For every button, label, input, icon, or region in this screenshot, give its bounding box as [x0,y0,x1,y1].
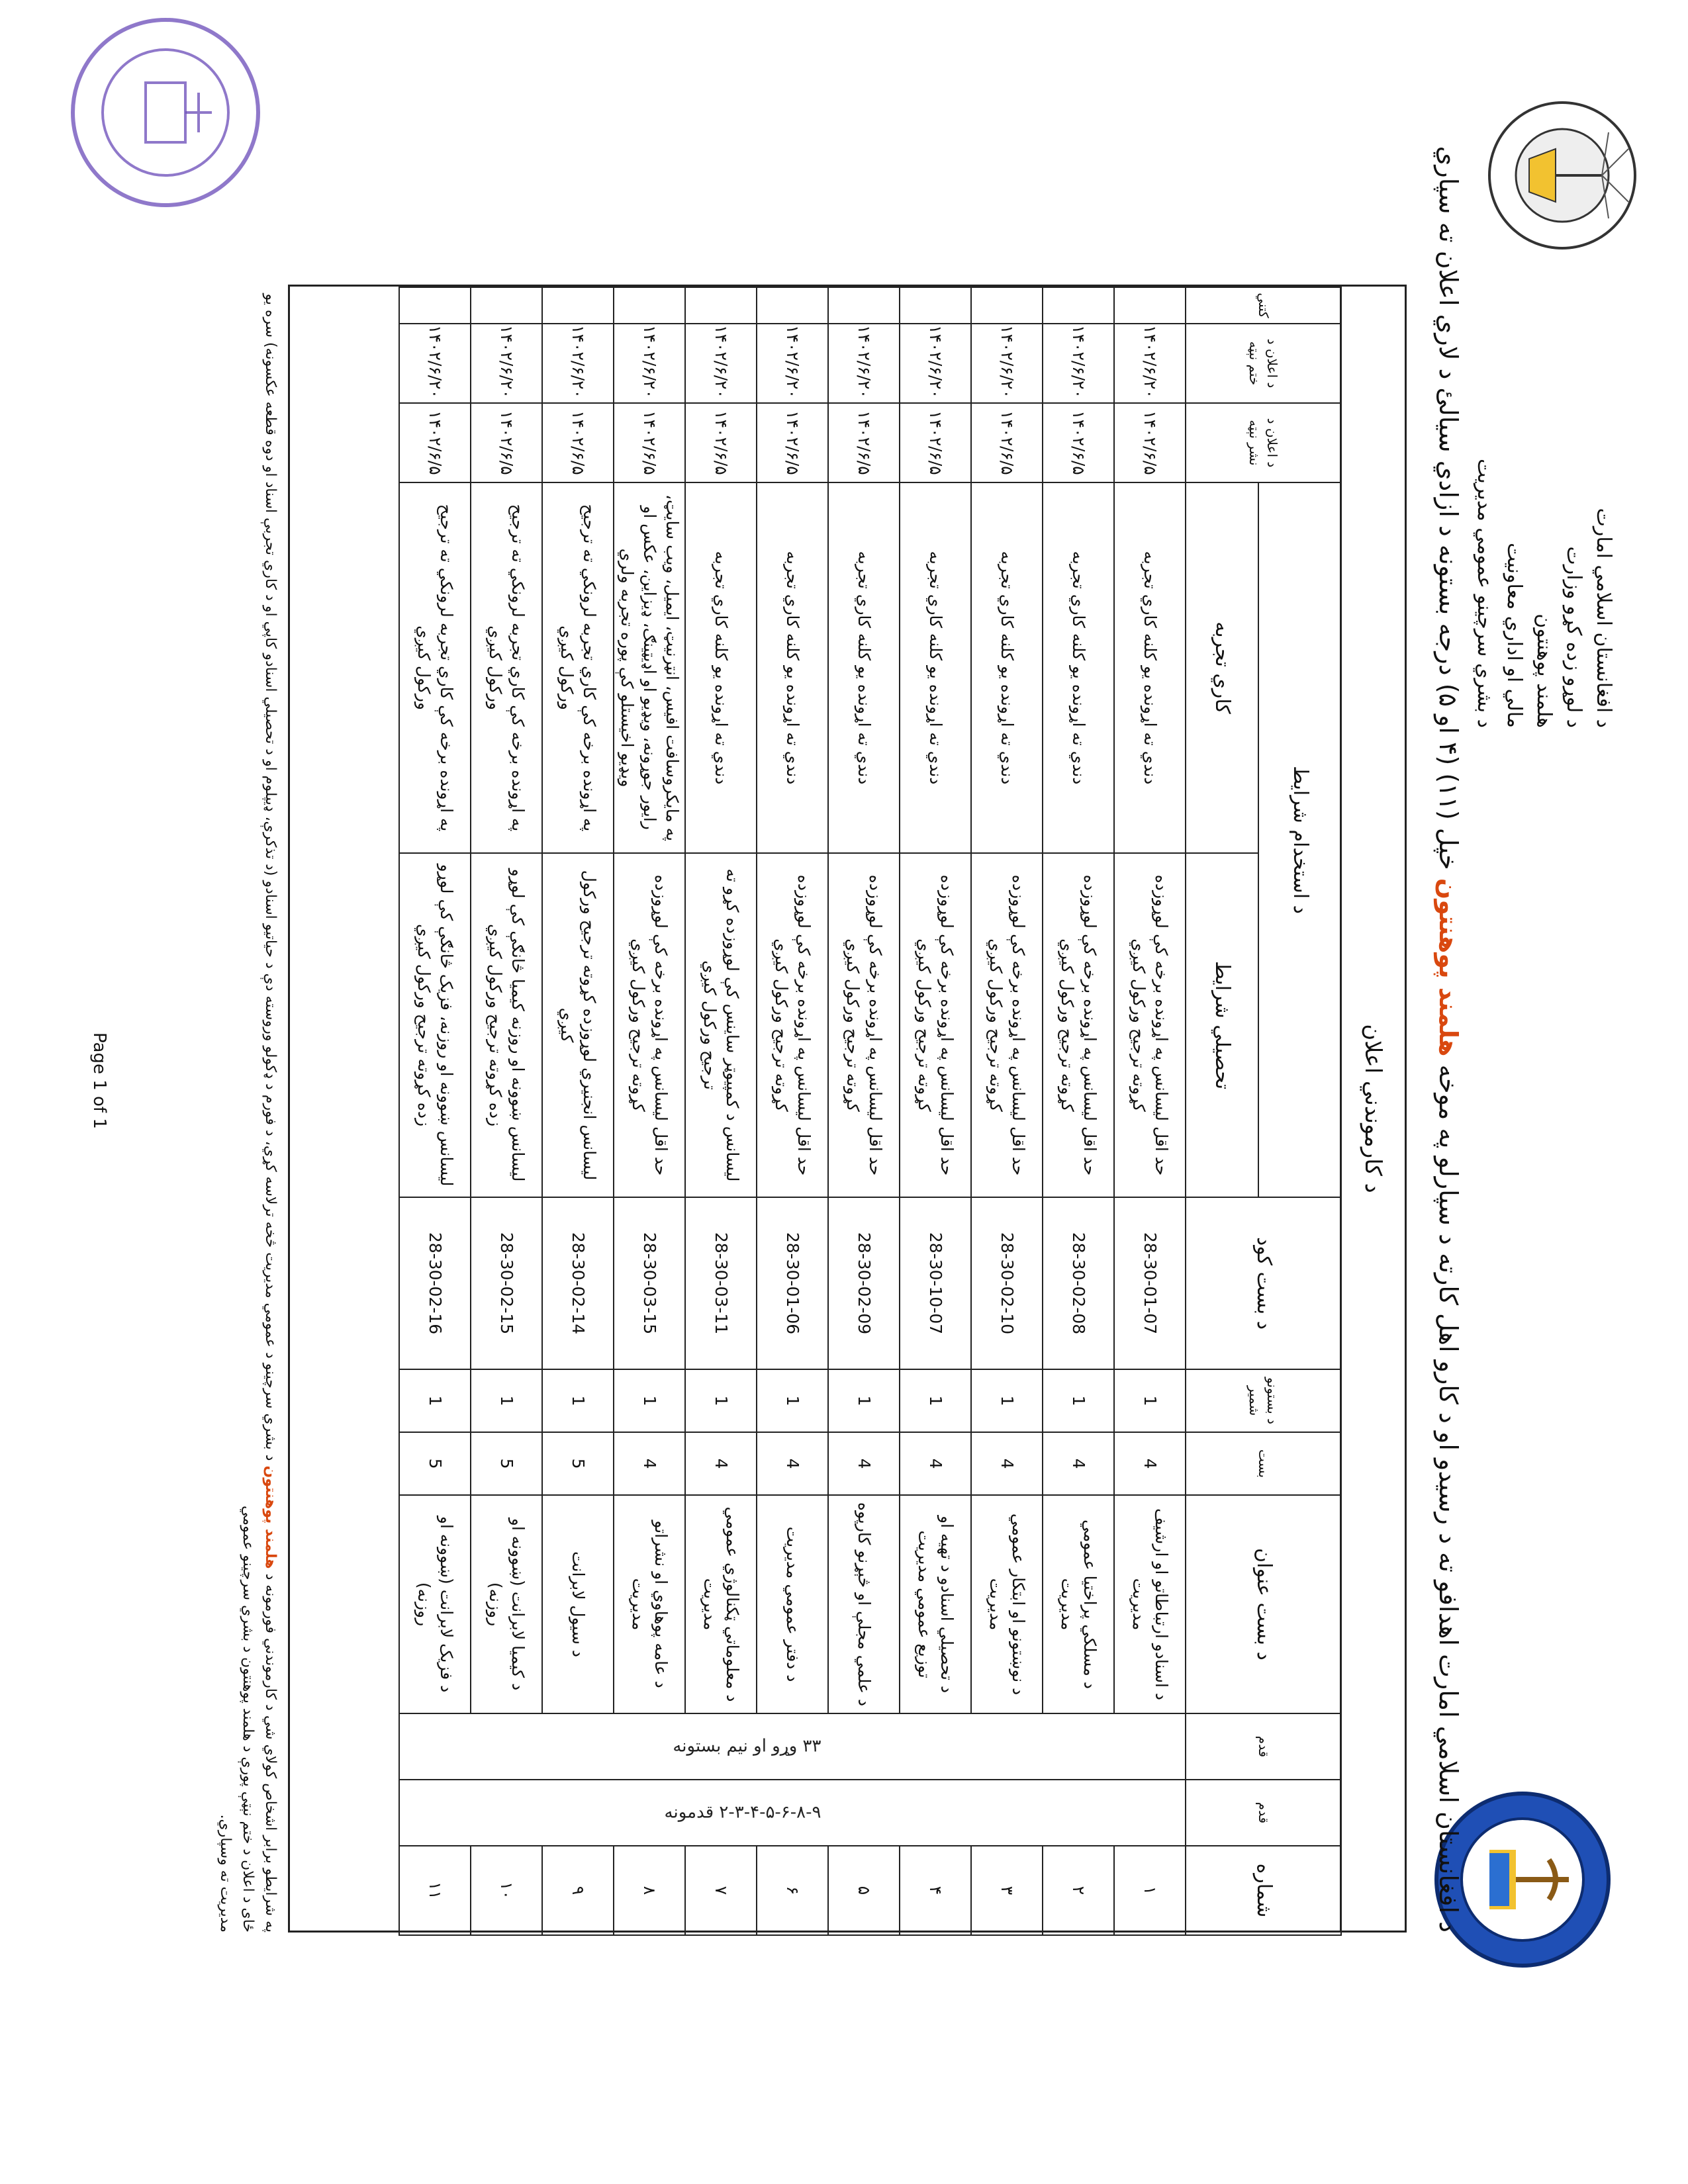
position-grade: 4 [971,1432,1043,1495]
table-row [471,287,542,1935]
merged-step-text: ۲-۳-۴-۵-۶-۸-۹ قدمونه [664,1802,821,1823]
row-number: ۱۰ [471,1846,542,1935]
footnote-part-2: د بشري سرچينو د عمومي مديريت څخه ترلاسه کړي، د فورم د ډکولو وروسته دې د حياتيو اسنادو (د تذکرې، ډيپلوم او د تحصيلي اسنادو کاپي او د کاري تجربې اسناد او دوه قطعه عکسونه) سره يو ځای د اعلان د ختم نېټې پورې د هلمند پوهنتون د بشري سرچينو عمومي [239,293,279,1933]
position-grade: 4 [685,1432,757,1495]
education-requirement: ليسانس د کمپيوټر ساينس کې لوړوزده کړو ته ترجيح ورکول کيږي [685,853,757,1197]
position-title: د دفتر عمومي مديريت [757,1495,828,1713]
position-title: د مسلکي پراختيا عمومي مديريت [1043,1495,1114,1713]
table-row [614,287,685,1935]
position-code: 28-30-02-15 [471,1197,542,1369]
col-start-date: د اعلان د نشر نېټه [1186,403,1341,482]
official-stamp [64,13,265,212]
row-number: ۱۱ [399,1846,471,1935]
position-code: 28-30-01-07 [1114,1197,1186,1369]
start-date: ۱۴۰۲/۶/۵ [399,403,471,482]
position-title: د تحصيلي اسنادو د تهيه او توزيع عمومي مديريت [900,1495,971,1713]
experience-requirement: په مايکروسافت افيس، انټرنيټ، ايميل، ويب سايټ، رايور جوړونه، ويډيو او اډيټينګ، ډيزاين، عکس او ويډيو اخيستلو کې پوره تجربه ولري [614,482,685,853]
col-education: تحصيلي شرايط [1186,853,1258,1197]
experience-requirement: په اړونده برخه کې کاري تجربه لرونکي ته ترجيح ورکول کيږي [542,482,614,853]
table-row [900,287,971,1935]
header-line-1: د افغانستان اسلامي امارت [1592,508,1615,728]
position-count: 1 [542,1369,614,1432]
position-title: د اسنادو ارتباطاتو او ارشيف مديريت [1114,1495,1186,1713]
position-grade: 4 [1043,1432,1114,1495]
start-date: ۱۴۰۲/۶/۵ [614,403,685,482]
header-line-3: هلمند پوهنتون [1532,614,1556,728]
header-line-2: د لوړو زده کړو وزارت [1562,546,1585,728]
position-count: 1 [1043,1369,1114,1432]
positions-table-body [399,287,1186,1935]
experience-requirement: دندي ته اړونده يو کلنه کاري تجربه [1114,482,1186,853]
position-code: 28-30-02-08 [1043,1197,1114,1369]
note-cell [828,287,900,324]
education-requirement: حد اقل ليسانس په اړونده برخه کې لوړوزده کړوته ترجيح ورکول کيږي [757,853,828,1197]
merged-step-cell [399,1780,1186,1846]
education-requirement: حد اقل ليسانس په اړونده برخه کې لوړوزده کړوته ترجيح ورکول کيږي [614,853,685,1197]
start-date: ۱۴۰۲/۶/۵ [471,403,542,482]
col-note: کتني [1186,287,1341,324]
position-title: د عامه پوهاوي او نشراتو مديريت [614,1495,685,1713]
announcement-heading: د کارموندني اعلان [1340,287,1405,1931]
position-code: 28-30-02-10 [971,1197,1043,1369]
experience-requirement: دندي ته اړونده يو کلنه کاري تجربه [757,482,828,853]
education-requirement: حد اقل ليسانس په اړونده برخه کې لوړوزده کړوته ترجيح ورکول کيږي [900,853,971,1197]
footnote-highlight: هلمند پوهنتون [262,1465,279,1569]
positions-table [399,287,1342,1936]
position-code: 28-30-03-15 [614,1197,685,1369]
position-count: 1 [399,1369,471,1432]
education-requirement: ليسانس ښوونه او روزنه کيميا څانګې کې لوړو زده کړوته ترجيح ورکول کيږي [471,853,542,1197]
start-date: ۱۴۰۲/۶/۵ [971,403,1043,482]
end-date: ۱۴۰۲/۶/۲۰ [1114,324,1186,403]
col-code: د بست کود [1186,1197,1341,1369]
education-requirement: ليسانس ښوونه او روزنه، فزيک څانګې کې لوړو زده کړوته ترجيح ورکول کيږي [399,853,471,1197]
education-requirement: حد اقل ليسانس په اړونده برخه کې لوړوزده کړوته ترجيح ورکول کيږي [1043,853,1114,1197]
experience-requirement: دندي ته اړونده يو کلنه کاري تجربه [900,482,971,853]
position-title: د معلوماتي ټکنالوژي عمومي مديريت [685,1495,757,1713]
title-part-1: د افغانستان اسلامي امارت اهدافو ته د رسيدو او د کارو اهل کارته د سپارلو په موخه [1434,1064,1463,1933]
position-count: 1 [757,1369,828,1432]
note-cell [471,287,542,324]
col-end-date: د اعلان د ختم نېټه [1186,324,1341,403]
end-date: ۱۴۰۲/۶/۲۰ [399,324,471,403]
note-cell [1043,287,1114,324]
footnote [214,291,281,1933]
title-highlight: هلمند پوهنتون [1434,878,1463,1057]
page-title [1434,146,1463,1933]
position-count: 1 [685,1369,757,1432]
position-title: د نوښتونو او ابتکار عمومي مديريت [971,1495,1043,1713]
footnote-part-3: مديريت ته وسپاري. [216,1814,234,1933]
header-line-5: د بشري سرچينو عمومي مديريت [1473,459,1496,728]
position-count: 1 [614,1369,685,1432]
position-code: 28-30-02-16 [399,1197,471,1369]
end-date: ۱۴۰۲/۶/۲۰ [685,324,757,403]
position-title: د سيول لابرانت [542,1495,614,1713]
end-date: ۱۴۰۲/۶/۲۰ [828,324,900,403]
col-employment-conditions: د استخدام شرايط [1258,482,1341,1197]
position-code: 28-30-01-06 [757,1197,828,1369]
position-code: 28-30-02-09 [828,1197,900,1369]
education-requirement: ليسانس انجنيري لوړوزده کړوته ترجيح ورکول کيږي [542,853,614,1197]
start-date: ۱۴۰۲/۶/۵ [1043,403,1114,482]
position-title: د فزيک لابرانت (ښوونه او روزنه) [399,1495,471,1713]
experience-requirement: په اړونده برخه کې کاري تجربه لرونکي ته ترجيح ورکول کيږي [471,482,542,853]
col-number: شماره [1186,1846,1341,1935]
end-date: ۱۴۰۲/۶/۲۰ [471,324,542,403]
row-number: ۱ [1114,1846,1186,1935]
position-grade: 5 [399,1432,471,1495]
position-title: د کيميا لابرانت (ښوونه او روزنه) [471,1495,542,1713]
col-grade: قدم [1186,1713,1341,1780]
row-number: ۷ [685,1846,757,1935]
position-grade: 4 [614,1432,685,1495]
education-requirement: حد اقل ليسانس په اړونده برخه کې لوړوزده کړوته ترجيح ورکول کيږي [1114,853,1186,1197]
start-date: ۱۴۰۲/۶/۵ [757,403,828,482]
position-count: 1 [1114,1369,1186,1432]
education-requirement: حد اقل ليسانس په اړونده برخه کې لوړوزده کړوته ترجيح ورکول کيږي [971,853,1043,1197]
position-grade: 4 [828,1432,900,1495]
table-row [685,287,757,1935]
experience-requirement: دندي ته اړونده يو کلنه کاري تجربه [828,482,900,853]
education-requirement: حد اقل ليسانس په اړونده برخه کې لوړوزده کړوته ترجيح ورکول کيږي [828,853,900,1197]
ministry-seal [1480,86,1642,265]
merged-grade-cell [399,1713,1186,1780]
note-cell [757,287,828,324]
note-cell [971,287,1043,324]
end-date: ۱۴۰۲/۶/۲۰ [542,324,614,403]
row-number: ۵ [828,1846,900,1935]
table-row [1114,287,1186,1935]
end-date: ۱۴۰۲/۶/۲۰ [971,324,1043,403]
page-number: Page 1 of 1 [89,1032,109,1129]
position-grade: 4 [900,1432,971,1495]
position-count: 1 [971,1369,1043,1432]
note-cell [614,287,685,324]
table-row [1043,287,1114,1935]
row-number: ۴ [900,1846,971,1935]
note-cell [1114,287,1186,324]
table-row [399,287,471,1935]
note-cell [399,287,471,324]
note-cell [685,287,757,324]
col-grade-step: قدم [1186,1780,1341,1846]
position-grade: 5 [542,1432,614,1495]
experience-requirement: په اړونده برخه کې کاري تجربه لرونکي ته ترجيح ورکول کيږي [399,482,471,853]
start-date: ۱۴۰۲/۶/۵ [828,403,900,482]
start-date: ۱۴۰۲/۶/۵ [900,403,971,482]
footnote-part-1: په شرايطو برابر اشخاص کولاي شي د کارموندني فورمونه د [262,1573,279,1933]
merged-grade-text: ۳۳ وړو او نيم بستونه [672,1736,821,1756]
position-count: 1 [900,1369,971,1432]
position-count: 1 [828,1369,900,1432]
col-grade-num: بست [1186,1432,1341,1495]
col-title: د بست عنوان [1186,1495,1341,1713]
announcement-box [288,285,1407,1933]
position-code: 28-30-02-14 [542,1197,614,1369]
row-number: ۶ [757,1846,828,1935]
experience-requirement: دندي ته اړونده يو کلنه کاري تجربه [685,482,757,853]
note-cell [900,287,971,324]
end-date: ۱۴۰۲/۶/۲۰ [1043,324,1114,403]
row-number: ۸ [614,1846,685,1935]
position-code: 28-30-03-11 [685,1197,757,1369]
title-part-2: خپل (۱۱) (۴ او ۵) درجه بستونه د ازادي سيالئ د لاري اعلان ته سپاري [1434,146,1463,870]
table-row [828,287,900,1935]
position-grade: 4 [757,1432,828,1495]
position-title: د علمي مجلې او څېړنو کارپوه [828,1495,900,1713]
row-number: ۲ [1043,1846,1114,1935]
table-row [971,287,1043,1935]
col-count: د بستونو شمير [1186,1369,1341,1432]
position-grade: 5 [471,1432,542,1495]
note-cell [542,287,614,324]
col-experience: کاري تجربه [1186,482,1258,853]
experience-requirement: دندي ته اړونده يو کلنه کاري تجربه [971,482,1043,853]
end-date: ۱۴۰۲/۶/۲۰ [900,324,971,403]
start-date: ۱۴۰۲/۶/۵ [685,403,757,482]
row-number: ۹ [542,1846,614,1935]
end-date: ۱۴۰۲/۶/۲۰ [614,324,685,403]
position-grade: 4 [1114,1432,1186,1495]
table-row [542,287,614,1935]
header-line-4: مالي او اداري معاونيت [1503,543,1526,728]
start-date: ۱۴۰۲/۶/۵ [542,403,614,482]
start-date: ۱۴۰۲/۶/۵ [1114,403,1186,482]
table-row [757,287,828,1935]
position-code: 28-30-10-07 [900,1197,971,1369]
experience-requirement: دندي ته اړونده يو کلنه کاري تجربه [1043,482,1114,853]
row-number: ۳ [971,1846,1043,1935]
position-count: 1 [471,1369,542,1432]
end-date: ۱۴۰۲/۶/۲۰ [757,324,828,403]
